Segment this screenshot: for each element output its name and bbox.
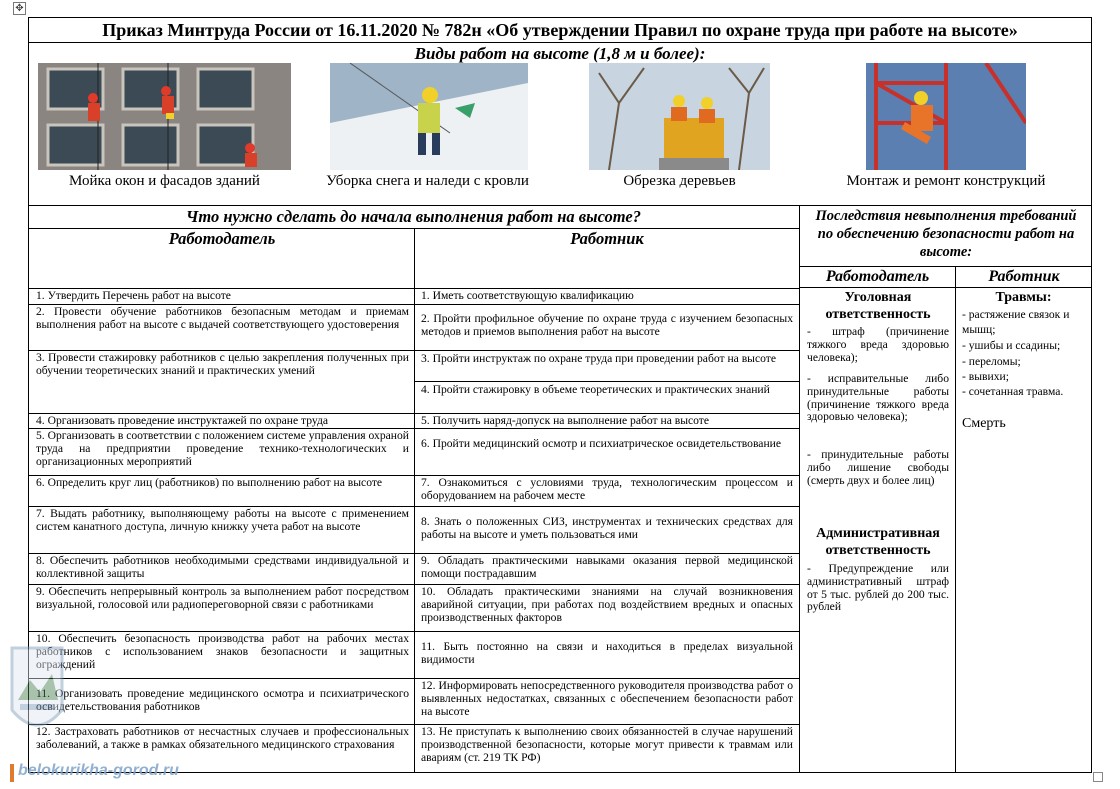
window-washing-photo xyxy=(38,63,291,170)
worker-item-11: 11. Быть постоянно на связи и находиться в пределах визуальной видимости xyxy=(421,640,793,666)
administrative-liability-item-1: - Предупреждение или административный штраф от 5 тыс. рублей до 200 тыс. рублей xyxy=(807,562,949,614)
watermark-accent xyxy=(10,764,14,782)
tree-trimming-photo xyxy=(589,63,770,170)
worker-item-6: 6. Пройти медицинский осмотр и психиатрическое освидетельствование xyxy=(421,437,782,450)
worker-item-4: 4. Пройти стажировку в объеме теоретических и практических знаний xyxy=(421,383,770,396)
photo-caption-tree-trimming: Обрезка деревьев xyxy=(623,173,736,189)
photo-caption-structure-installation: Монтаж и ремонт конструкций xyxy=(846,173,1046,189)
death-label: Смерть xyxy=(962,416,1006,431)
worker-item-5: 5. Получить наряд-допуск на выполнение работ на высоте xyxy=(421,414,710,427)
city-emblem-watermark-icon xyxy=(8,640,66,742)
snow-removal-photo xyxy=(330,63,528,170)
consequences-worker-header: Работник xyxy=(988,268,1060,285)
employer-item-3: 3. Провести стажировку работников с целью закрепления полученных при обучении теоретических знаний и практических умений xyxy=(36,351,409,377)
page-corner-marker-icon xyxy=(1093,772,1103,782)
injury-item-5: - сочетанная травма. xyxy=(962,385,1064,398)
table-move-handle-icon[interactable]: ✥ xyxy=(13,2,26,15)
worker-item-7: 7. Ознакомиться с условиями труда, технологическим процессом и оборудованием на рабочем месте xyxy=(421,476,793,502)
photo-caption-snow-removal: Уборка снега и наледи с кровли xyxy=(326,173,529,189)
injury-item-2: - ушибы и ссадины; xyxy=(962,339,1061,352)
site-watermark: belokurikha-gorod.ru xyxy=(18,762,179,779)
injury-item-1: - растяжение связок и мышц; xyxy=(962,308,1070,336)
worker-item-1: 1. Иметь соответствующую квалификацию xyxy=(421,289,634,302)
kinds-heading: Виды работ на высоте (1,8 м и более): xyxy=(414,44,706,63)
page-title: Приказ Минтруда России от 16.11.2020 № 782н «Об утверждении Правил по охране труда при работе на высоте» xyxy=(102,20,1018,40)
structure-installation-photo xyxy=(866,63,1026,170)
worker-item-13: 13. Не приступать к выполнению своих обязанностей в случае нарушений производственной безопасности, которые могут привести к травмам или авариям (ст. 219 ТК РФ) xyxy=(421,725,793,764)
employer-item-5: 5. Организовать в соответствии с положением системе управления охраной труда на предприятии проведение технико-технологических и организационных мероприятий xyxy=(36,429,409,468)
employer-item-10: 10. Обеспечить безопасность производства работ на рабочих местах работников с использованием знаков безопасности и защитных ограждений xyxy=(36,632,409,671)
employer-item-11: 11. Организовать проведение медицинского осмотра и психиатрического освидетельствования работников xyxy=(36,687,409,713)
consequences-heading: Последствия невыполнения требований по обеспечению безопасности работ на высоте: xyxy=(815,208,1077,260)
consequences-employer-header: Работодатель xyxy=(825,268,930,285)
employer-column-header: Работодатель xyxy=(168,229,276,248)
worker-item-2: 2. Пройти профильное обучение по охране труда с изучением безопасных методов и приемов выполнения работ на высоте xyxy=(421,312,793,338)
employer-item-1: 1. Утвердить Перечень работ на высоте xyxy=(36,289,231,302)
employer-item-2: 2. Провести обучение работников безопасным методам и приемам выполнения работ на высоте с выдачей соответствующего удостоверения xyxy=(36,305,409,331)
injury-item-4: - вывихи; xyxy=(962,370,1009,383)
criminal-liability-title: Уголовная ответственность xyxy=(825,290,931,322)
worker-item-3: 3. Пройти инструктаж по охране труда при проведении работ на высоте xyxy=(421,352,776,365)
employer-item-4: 4. Организовать проведение инструктажей по охране труда xyxy=(36,414,328,427)
injury-item-3: - переломы; xyxy=(962,355,1021,368)
employer-item-8: 8. Обеспечить работников необходимыми средствами индивидуальной и коллективной защиты xyxy=(36,554,409,580)
worker-item-10: 10. Обладать практическими знаниями на случай возникновения аварийной ситуации, при работах под воздействием вредных и опасных производственных факторов xyxy=(421,585,793,624)
employer-item-12: 12. Застраховать работников от несчастных случаев и профессиональных заболеваний, а также в рамках обязательного медицинского страхования xyxy=(36,725,409,751)
criminal-liability-item-3: - принудительные работы либо лишение свободы (смерть двух и более лиц) xyxy=(807,448,949,487)
employer-item-9: 9. Обеспечить непрерывный контроль за выполнением работ посредством визуальной, голосовой или радиопереговорной связи с работниками xyxy=(36,585,409,611)
employer-item-6: 6. Определить круг лиц (работников) по выполнению работ на высоте xyxy=(36,476,383,489)
administrative-liability-title: Административная ответственность xyxy=(816,526,940,558)
injuries-title: Травмы: xyxy=(995,290,1052,305)
employer-item-7: 7. Выдать работнику, выполняющему работы на высоте с применением систем канатного доступа, личную книжку учета работ на высоте xyxy=(36,507,409,533)
criminal-liability-item-2: - исправительные либо принудительные работы (причинение тяжкого вреда здоровью человека); xyxy=(807,372,949,424)
todo-heading: Что нужно сделать до начала выполнения работ на высоте? xyxy=(186,207,641,226)
photo-caption-window-washing: Мойка окон и фасадов зданий xyxy=(69,173,260,189)
worker-item-12: 12. Информировать непосредственного руководителя производства работ о выявленных недостатках, связанных с обеспечением безопасности работ на высоте xyxy=(421,679,793,718)
worker-column-header: Работник xyxy=(570,229,644,248)
worker-item-8: 8. Знать о положенных СИЗ, инструментах и технических средствах для работы на высоте и уметь пользоваться ими xyxy=(421,515,793,541)
worker-item-9: 9. Обладать практическими навыками оказания первой медицинской помощи пострадавшим xyxy=(421,554,793,580)
criminal-liability-item-1: - штраф (причинение тяжкого вреда здоровью человека); xyxy=(807,325,949,364)
